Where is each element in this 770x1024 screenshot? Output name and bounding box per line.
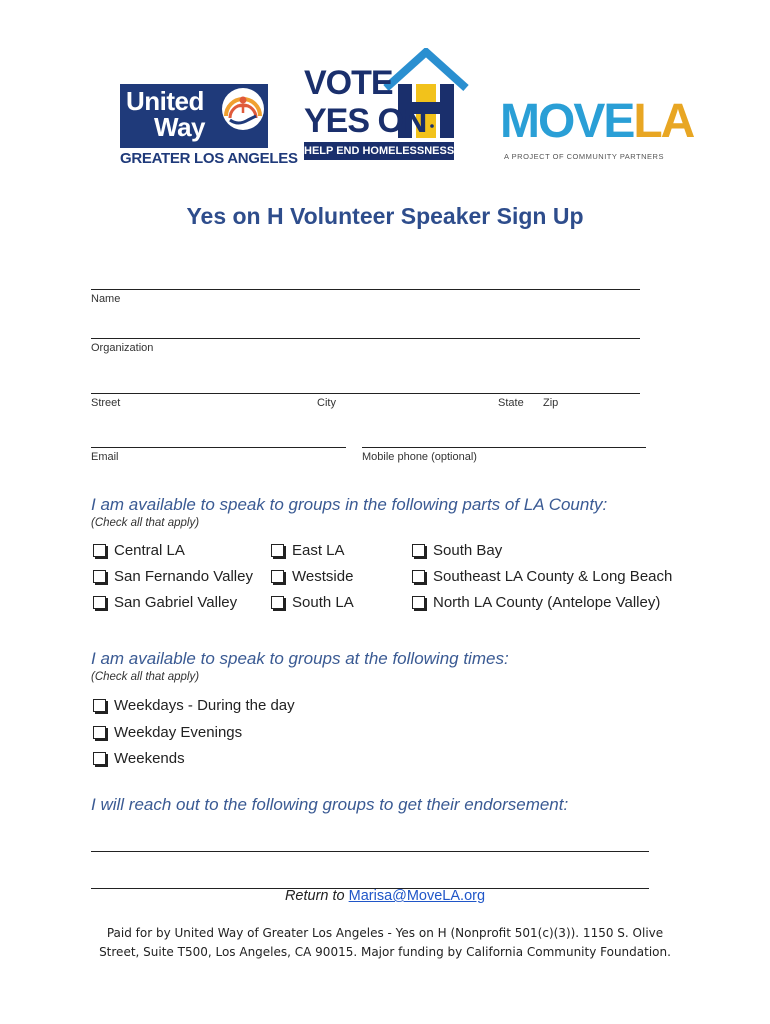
region-option-central-la[interactable]: [93, 542, 185, 559]
regions-subheading: (Check all that apply): [91, 517, 200, 529]
return-instruction: [0, 888, 770, 904]
checkbox-icon[interactable]: [412, 570, 425, 583]
endorse-heading: I will reach out to the following groups to get their endorsement:: [91, 795, 569, 814]
united-way-logo-line2: Way: [154, 112, 205, 142]
united-way-logo-line1: United: [126, 86, 204, 116]
page-title: Yes on H Volunteer Speaker Sign Up: [186, 203, 584, 229]
checkbox-icon[interactable]: [93, 596, 106, 609]
united-way-hand-icon: [220, 86, 266, 132]
vote-logo-band: HELP END HOMELESSNESS: [304, 142, 454, 160]
organization-label: Organization: [91, 342, 154, 354]
movela-logo-move: MOVE: [500, 95, 634, 148]
mobile-label: Mobile phone (optional): [362, 451, 477, 463]
checkbox-icon[interactable]: [93, 726, 106, 739]
vote-logo-line1: VOTE: [304, 64, 393, 102]
region-option-label: Southeast LA County & Long Beach: [433, 568, 673, 585]
region-option-westside[interactable]: [271, 568, 353, 585]
region-option-label: North LA County (Antelope Valley): [433, 594, 661, 611]
united-way-logo: [120, 84, 298, 168]
checkbox-icon[interactable]: [93, 544, 106, 557]
checkbox-icon[interactable]: [271, 544, 284, 557]
email-field-line[interactable]: [91, 447, 346, 448]
region-option-label: Westside: [292, 568, 354, 585]
return-email-link[interactable]: Marisa@MoveLA.org: [348, 888, 486, 904]
region-option-label: East LA: [292, 542, 345, 559]
vote-logo-line2: YES ON: [304, 102, 427, 140]
movela-logo-la: LA: [633, 95, 694, 148]
time-option-weekday-evenings[interactable]: [93, 724, 242, 741]
organization-field-line[interactable]: [91, 338, 640, 339]
checkbox-icon[interactable]: [93, 699, 106, 712]
footer-line-1: Paid for by United Way of Greater Los Angeles - Yes on H (Nonprofit 501(c)(3)). 1150 S. Olive: [106, 926, 664, 940]
state-label: State: [498, 397, 524, 409]
checkbox-icon[interactable]: [93, 752, 106, 765]
endorse-line-1[interactable]: [91, 851, 649, 852]
mobile-field-line[interactable]: [362, 447, 646, 448]
checkbox-icon[interactable]: [271, 596, 284, 609]
time-option-label: Weekday Evenings: [114, 724, 243, 741]
times-heading: I am available to speak to groups at the following times:: [91, 649, 509, 668]
region-option-san-fernando-valley[interactable]: [93, 568, 253, 585]
times-subheading: (Check all that apply): [91, 671, 200, 683]
email-label: Email: [91, 451, 119, 463]
street-label: Street: [91, 397, 121, 409]
movela-logo-subtitle: A PROJECT OF COMMUNITY PARTNERS: [504, 152, 664, 161]
movela-logo: [500, 95, 694, 166]
movela-logo-wordmark: [500, 96, 693, 148]
region-option-san-gabriel-valley[interactable]: [93, 594, 237, 611]
time-option-label: Weekends: [114, 750, 185, 767]
return-prefix: Return to: [284, 888, 349, 904]
time-option-label: Weekdays - During the day: [114, 697, 295, 714]
checkbox-icon[interactable]: [271, 570, 284, 583]
name-label: Name: [91, 293, 121, 305]
united-way-logo-subtitle: GREATER LOS ANGELES: [120, 150, 298, 167]
time-option-weekdays-day[interactable]: [93, 697, 295, 714]
checkbox-icon[interactable]: [412, 544, 425, 557]
region-option-label: Central LA: [114, 542, 185, 559]
city-label: City: [317, 397, 336, 409]
checkbox-icon[interactable]: [412, 596, 425, 609]
region-option-label: San Gabriel Valley: [114, 594, 238, 611]
region-option-east-la[interactable]: [271, 542, 345, 559]
region-option-label: South LA: [292, 594, 354, 611]
united-way-logo-box: [120, 84, 268, 148]
checkbox-icon[interactable]: [93, 570, 106, 583]
name-field-line[interactable]: [91, 289, 640, 290]
footer-disclaimer: [60, 924, 710, 962]
region-option-south-la[interactable]: [271, 594, 354, 611]
address-field-line[interactable]: [91, 393, 640, 394]
vote-yes-on-h-logo: [300, 48, 470, 164]
regions-heading: I am available to speak to groups in the following parts of LA County:: [91, 495, 608, 514]
region-option-label: South Bay: [433, 542, 503, 559]
zip-label: Zip: [543, 397, 559, 409]
region-option-southeast-la-long-beach[interactable]: [412, 568, 672, 585]
region-option-south-bay[interactable]: [412, 542, 502, 559]
region-option-label: San Fernando Valley: [114, 568, 253, 585]
footer-line-2: Street, Suite T500, Los Angeles, CA 90015. Major funding by California Community Foundation.: [99, 945, 671, 959]
time-option-weekends[interactable]: [93, 750, 185, 767]
region-option-north-la-county[interactable]: [412, 594, 660, 611]
